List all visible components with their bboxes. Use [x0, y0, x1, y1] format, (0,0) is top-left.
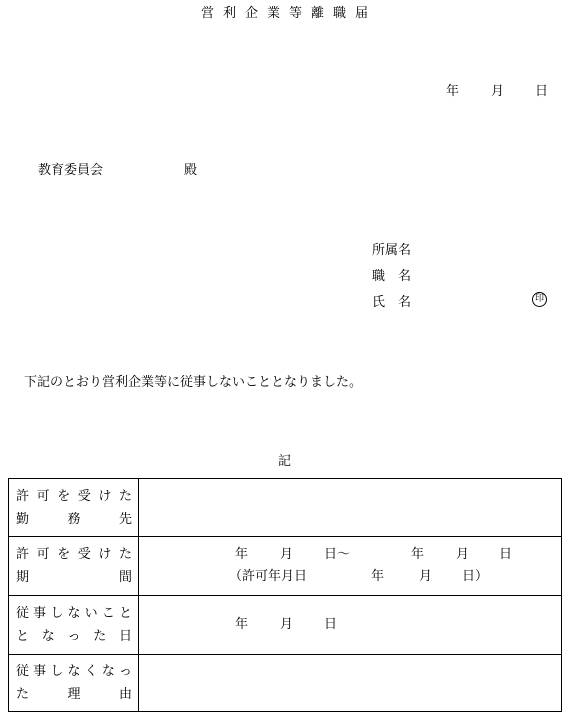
period-end-month: 月: [456, 547, 470, 562]
permit-date-line: [139, 566, 561, 588]
date-month-unit: 月: [491, 84, 505, 99]
honorific: 殿: [184, 163, 198, 178]
workplace-label-line2: 勤 務 先: [16, 511, 132, 527]
end-date-label-line1: 従事しないこと: [16, 606, 132, 621]
end-date-year: 年: [235, 617, 249, 632]
period-range-line: [139, 544, 561, 566]
end-date-label-cell: [9, 596, 139, 655]
period-start-day: 日～: [324, 547, 351, 562]
period-value-cell[interactable]: [139, 537, 562, 596]
permit-day: 日）: [462, 569, 489, 584]
period-label-line1: 許可を受けた: [16, 547, 132, 562]
workplace-label-line1: 許可を受けた: [16, 488, 132, 504]
form-row-period: [9, 537, 562, 596]
period-label-line2: 期 間: [16, 570, 132, 585]
position-label: 職 名: [372, 269, 412, 284]
form-table: [8, 478, 562, 712]
ki-heading: 記: [277, 454, 291, 469]
period-start-month: 月: [280, 547, 294, 562]
document-title: 営利企業等離職届: [200, 6, 377, 21]
permit-prefix: （許可年月日: [229, 569, 308, 584]
name-label: 氏 名: [372, 295, 412, 310]
affiliation-label: 所属名: [372, 243, 412, 258]
reason-label-line1: 従事しなくなっ: [16, 664, 132, 679]
period-label-cell: [9, 537, 139, 596]
form-row-workplace: [9, 479, 562, 537]
end-date-value-cell[interactable]: [139, 596, 562, 655]
reason-value-cell[interactable]: [139, 655, 562, 712]
workplace-value-cell[interactable]: [139, 479, 562, 537]
period-end-year: 年: [411, 547, 425, 562]
period-start-year: 年: [235, 547, 249, 562]
addressee: 教育委員会: [38, 163, 104, 178]
end-date-day: 日: [324, 617, 338, 632]
end-date-month: 月: [280, 617, 294, 632]
period-end-day: 日: [499, 547, 513, 562]
seal-mark: 印: [532, 292, 547, 307]
date-day-unit: 日: [535, 84, 549, 99]
form-row-end-date: [9, 596, 562, 655]
statement-text: 下記のとおり営利企業等に従事しないこととなりました。: [24, 375, 363, 390]
end-date-line: [139, 614, 561, 636]
reason-label-line2: た 理 由: [16, 687, 132, 702]
date-year-unit: 年: [446, 84, 460, 99]
workplace-label-cell: [9, 479, 139, 537]
reason-label-cell: [9, 655, 139, 712]
permit-month: 月: [419, 569, 433, 584]
end-date-label-line2: と な っ た 日: [16, 629, 132, 644]
form-row-reason: [9, 655, 562, 712]
permit-year: 年: [371, 569, 385, 584]
